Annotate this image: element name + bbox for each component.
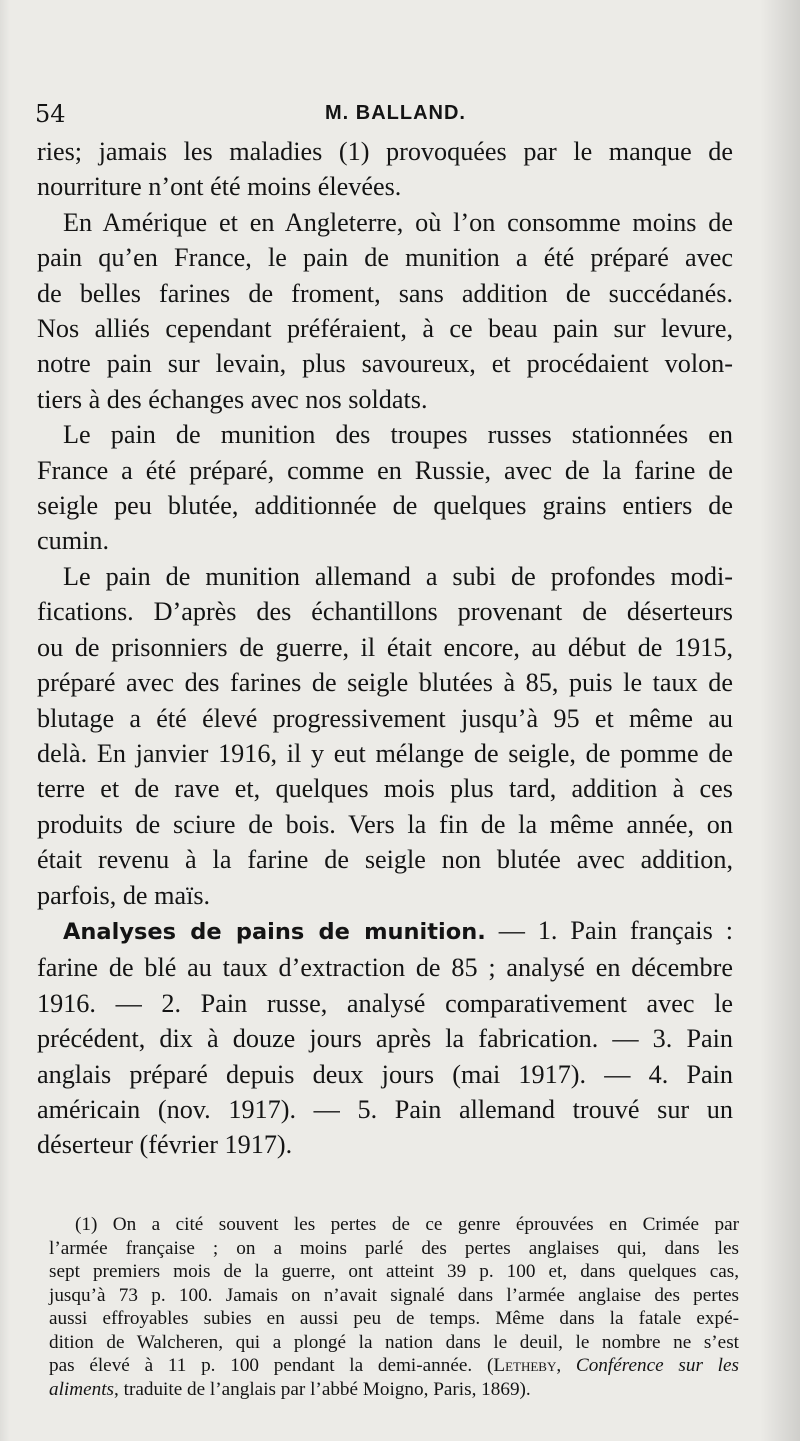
- footnote-text: pas élevé à 11 p. 100 pendant la demi-année.: [49, 1355, 473, 1376]
- text-line: fications. D’après des échantillons provenant de déserteurs: [37, 597, 733, 627]
- citation-title: Conférence sur les: [575, 1355, 740, 1376]
- text-line: précédent, dix à douze jours après la fabrication. — 3. Pain: [37, 1024, 733, 1054]
- main-text: [37, 134, 733, 1163]
- citation-sep: ,: [556, 1355, 576, 1376]
- page-edge-right: [760, 0, 800, 1441]
- text-line: En Amérique et en Angleterre, où l’on consomme moins de: [63, 207, 733, 237]
- footnote-line: dition de Walcheren, qui a plongé la nation dans le deuil, le nombre ne s’est: [49, 1331, 739, 1353]
- text-line: produits de sciure de bois. Vers la fin de la même année, on: [37, 809, 733, 839]
- text-line: ou de prisonniers de guerre, il était encore, au début de 1915,: [37, 632, 733, 662]
- citation-title-cont: aliments: [49, 1378, 115, 1400]
- text-line: delà. En janvier 1916, il y eut mélange de seigle, de pomme de: [37, 738, 733, 768]
- text-line: seigle peu blutée, additionnée de quelques grains entiers de: [37, 491, 733, 521]
- text-line: américain (nov. 1917). — 5. Pain allemand trouvé sur un: [37, 1094, 733, 1124]
- footnote-line: [49, 1354, 739, 1378]
- page-number: 54: [35, 100, 66, 128]
- analyses-heading: Analyses de pains de munition.: [63, 918, 486, 945]
- page-edge-left: [0, 0, 10, 1441]
- text-line: de belles farines de froment, sans addition de succédanés.: [37, 278, 733, 308]
- text-line: Le pain de munition des troupes russes stationnées en: [63, 420, 733, 450]
- footnote-line: [49, 1378, 739, 1402]
- text-line: Le pain de munition allemand a subi de profondes modi-: [63, 561, 733, 591]
- text-line: pain qu’en France, le pain de munition a été préparé avec: [37, 243, 733, 273]
- text-line: notre pain sur levain, plus savoureux, et procédaient volon-: [37, 349, 733, 379]
- footnote-line: l’armée française ; on a moins parlé des pertes anglaises qui, dans les: [49, 1237, 739, 1259]
- text-line: blutage a été élevé progressivement jusqu’à 95 et même au: [37, 703, 733, 733]
- footnote: [49, 1213, 739, 1401]
- footnote-line: (1) On a cité souvent les pertes de ce genre éprouvées en Crimée par: [75, 1214, 739, 1235]
- text-line: nourriture n’ont été moins élevées.: [37, 172, 402, 202]
- text-line: 1916. — 2. Pain russe, analysé comparativement avec le: [37, 988, 733, 1018]
- text-line: France a été préparé, comme en Russie, avec de la farine de: [37, 455, 733, 485]
- text-line: préparé avec des farines de seigle blutées à 85, puis le taux de: [37, 668, 733, 698]
- citation-open: (: [472, 1355, 494, 1376]
- text-line: parfois, de maïs.: [37, 880, 211, 910]
- text-line: était revenu à la farine de seigle non blutée avec addition,: [37, 845, 733, 875]
- running-title: M. BALLAND.: [325, 102, 466, 124]
- text-line: déserteur (février 1917).: [37, 1130, 293, 1160]
- analyses-heading-rest: — 1. Pain français :: [485, 915, 733, 945]
- text-line: terre et de rave et, quelques mois plus tard, addition à ces: [37, 774, 733, 804]
- footnote-line: aussi effroyables subies en aussi peu de temps. Même dans la fatale expé-: [49, 1308, 739, 1329]
- text-line: farine de blé au taux d’extraction de 85 ; analysé en décembre: [37, 953, 733, 983]
- text-line: Nos alliés cependant préféraient, à ce beau pain sur levure,: [37, 314, 733, 344]
- citation-author: Letheby: [493, 1355, 557, 1376]
- text-line: tiers à des échanges avec nos soldats.: [37, 384, 428, 414]
- text-line: anglais préparé depuis deux jours (mai 1917). — 4. Pain: [37, 1059, 733, 1089]
- text-line: ries; jamais les maladies (1) provoquées par le manque de: [37, 137, 733, 166]
- footnote-line: jusqu’à 73 p. 100. Jamais on n’avait signalé dans l’armée anglaise des pertes: [49, 1284, 739, 1306]
- citation-rest: , traduite de l’anglais par l’abbé Moigno, Paris, 1869).: [114, 1378, 531, 1400]
- text-line: cumin.: [37, 526, 110, 556]
- analyses-heading-line: [37, 913, 733, 950]
- running-head: [35, 98, 735, 132]
- footnote-line: sept premiers mois de la guerre, ont atteint 39 p. 100 et, dans quelques cas,: [49, 1261, 739, 1282]
